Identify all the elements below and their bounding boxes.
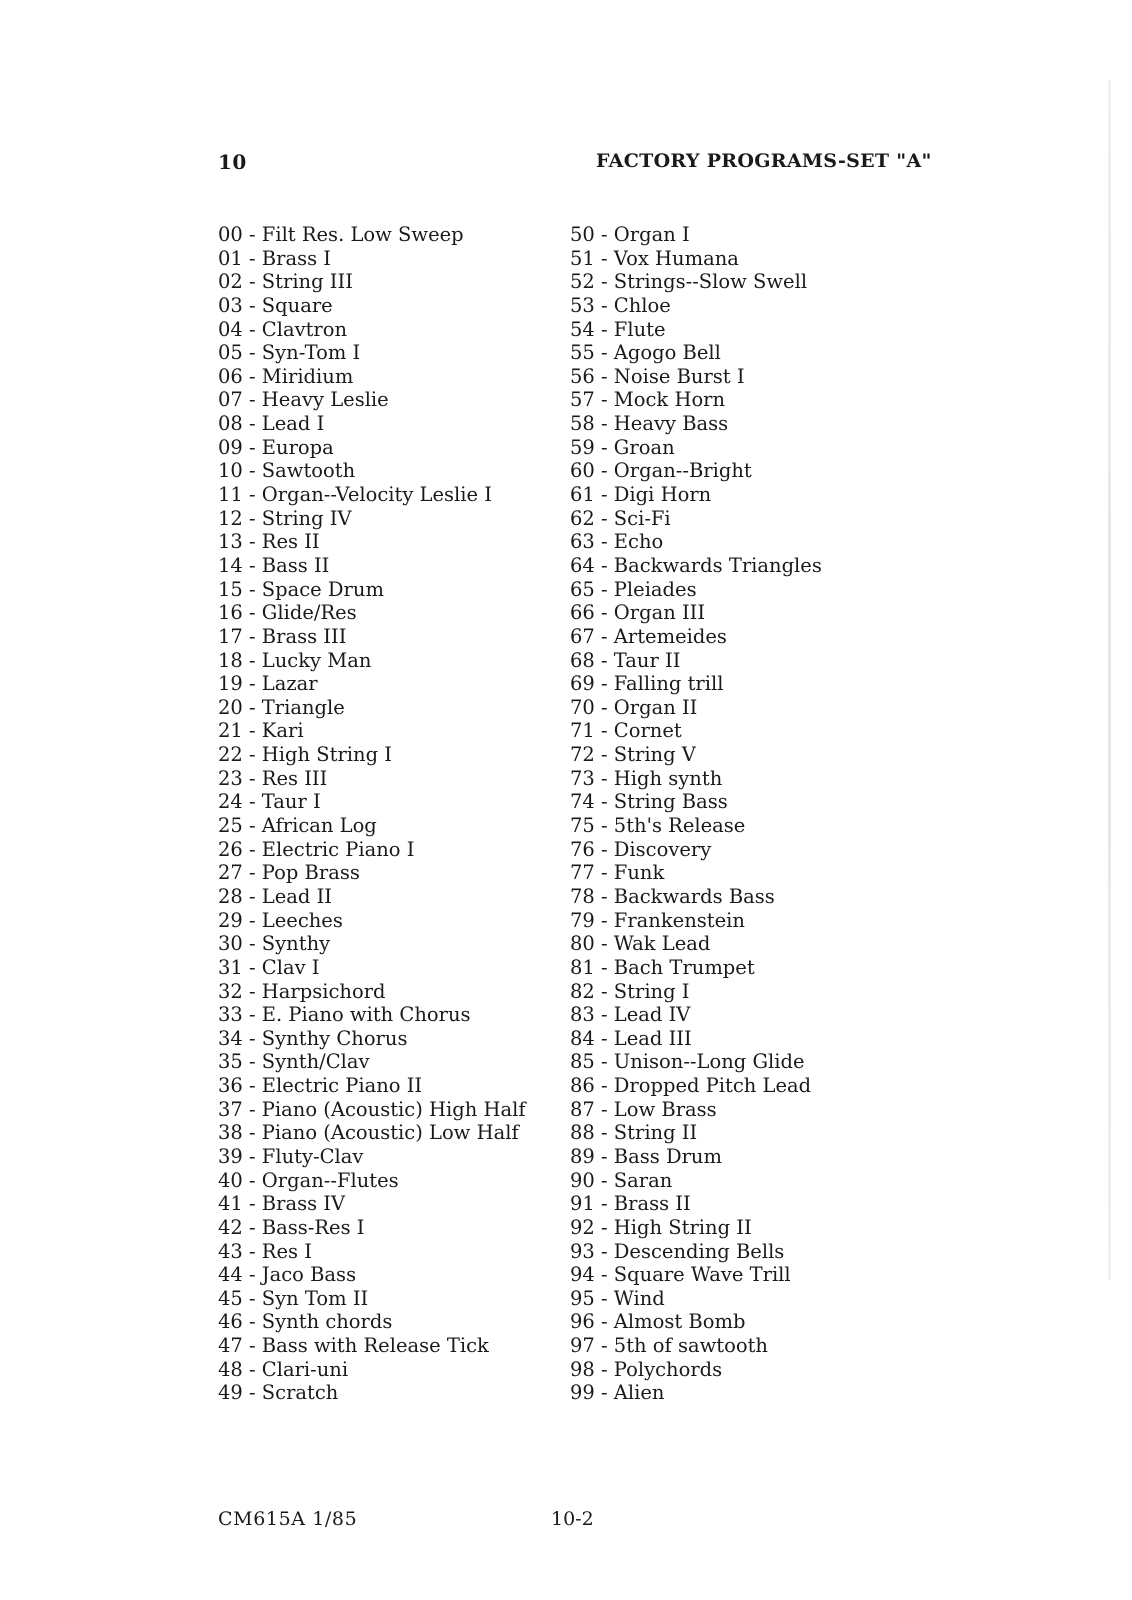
program-entry: 94 - Square Wave Trill bbox=[570, 1263, 791, 1287]
program-entry: 65 - Pleiades bbox=[570, 577, 697, 601]
program-entry: 43 - Res I bbox=[218, 1239, 312, 1263]
program-entry: 22 - High String I bbox=[218, 743, 392, 767]
program-entry: 66 - Organ III bbox=[570, 601, 706, 625]
program-entry: 63 - Echo bbox=[570, 530, 664, 554]
program-entry: 02 - String III bbox=[218, 270, 353, 294]
program-entry: 45 - Syn Tom II bbox=[218, 1286, 369, 1310]
program-entry: 74 - String Bass bbox=[570, 790, 728, 814]
program-entry: 32 - Harpsichord bbox=[218, 979, 386, 1003]
program-entry: 60 - Organ--Bright bbox=[570, 459, 752, 483]
program-entry: 26 - Electric Piano I bbox=[218, 837, 415, 861]
program-entry: 52 - Strings--Slow Swell bbox=[570, 270, 808, 294]
program-entry: 34 - Synthy Chorus bbox=[218, 1026, 408, 1050]
program-entry: 49 - Scratch bbox=[218, 1381, 339, 1405]
program-entry: 39 - Fluty-Clav bbox=[218, 1144, 364, 1168]
program-entry: 15 - Space Drum bbox=[218, 577, 384, 601]
program-entry: 93 - Descending Bells bbox=[570, 1239, 785, 1263]
program-entry: 54 - Flute bbox=[570, 317, 666, 341]
program-entry: 42 - Bass-Res I bbox=[218, 1215, 365, 1239]
program-entry: 16 - Glide/Res bbox=[218, 601, 357, 625]
program-entry: 55 - Agogo Bell bbox=[570, 341, 721, 365]
program-entry: 76 - Discovery bbox=[570, 837, 712, 861]
program-entry: 99 - Alien bbox=[570, 1381, 665, 1405]
program-entry: 75 - 5th's Release bbox=[570, 814, 746, 838]
program-entry: 09 - Europa bbox=[218, 435, 334, 459]
program-entry: 79 - Frankenstein bbox=[570, 908, 745, 932]
program-entry: 21 - Kari bbox=[218, 719, 304, 743]
program-entry: 78 - Backwards Bass bbox=[570, 884, 775, 908]
program-entry: 92 - High String II bbox=[570, 1215, 752, 1239]
program-entry: 06 - Miridium bbox=[218, 364, 354, 388]
program-entry: 10 - Sawtooth bbox=[218, 459, 356, 483]
program-entry: 88 - String II bbox=[570, 1121, 698, 1145]
program-entry: 05 - Syn-Tom I bbox=[218, 341, 361, 365]
program-entry: 29 - Leeches bbox=[218, 908, 343, 932]
program-entry: 58 - Heavy Bass bbox=[570, 412, 729, 436]
program-entry: 84 - Lead III bbox=[570, 1026, 692, 1050]
program-list-right bbox=[570, 223, 822, 1405]
program-entry: 95 - Wind bbox=[570, 1286, 665, 1310]
program-entry: 38 - Piano (Acoustic) Low Half bbox=[218, 1121, 519, 1145]
program-entry: 83 - Lead IV bbox=[570, 1003, 691, 1027]
program-entry: 50 - Organ I bbox=[570, 223, 690, 246]
program-entry: 44 - Jaco Bass bbox=[218, 1263, 357, 1287]
program-entry: 57 - Mock Horn bbox=[570, 388, 726, 412]
program-entry: 82 - String I bbox=[570, 979, 690, 1003]
program-list-left bbox=[218, 223, 526, 1405]
program-entry: 08 - Lead I bbox=[218, 412, 325, 436]
program-entry: 71 - Cornet bbox=[570, 719, 682, 743]
program-entry: 72 - String V bbox=[570, 743, 696, 767]
program-entry: 47 - Bass with Release Tick bbox=[218, 1334, 489, 1358]
program-entry: 30 - Synthy bbox=[218, 932, 331, 956]
program-entry: 59 - Groan bbox=[570, 435, 675, 459]
program-entry: 07 - Heavy Leslie bbox=[218, 388, 389, 412]
page-reference: 10-2 bbox=[551, 1508, 594, 1530]
program-entry: 77 - Funk bbox=[570, 861, 665, 885]
program-entry: 18 - Lucky Man bbox=[218, 648, 372, 672]
program-entry: 40 - Organ--Flutes bbox=[218, 1168, 399, 1192]
program-entry: 00 - Filt Res. Low Sweep bbox=[218, 223, 464, 246]
section-number: 10 bbox=[218, 150, 247, 174]
program-entry: 89 - Bass Drum bbox=[570, 1144, 722, 1168]
program-entry: 35 - Synth/Clav bbox=[218, 1050, 370, 1074]
program-entry: 36 - Electric Piano II bbox=[218, 1074, 423, 1098]
program-entry: 19 - Lazar bbox=[218, 672, 318, 696]
program-entry: 20 - Triangle bbox=[218, 695, 345, 719]
program-entry: 37 - Piano (Acoustic) High Half bbox=[218, 1097, 526, 1121]
document-code: CM615A 1/85 bbox=[218, 1508, 358, 1530]
program-entry: 23 - Res III bbox=[218, 766, 328, 790]
program-entry: 64 - Backwards Triangles bbox=[570, 553, 822, 577]
program-entry: 56 - Noise Burst I bbox=[570, 364, 745, 388]
program-entry: 70 - Organ II bbox=[570, 695, 698, 719]
program-entry: 11 - Organ--Velocity Leslie I bbox=[218, 483, 492, 507]
program-entry: 86 - Dropped Pitch Lead bbox=[570, 1074, 812, 1098]
program-entry: 53 - Chloe bbox=[570, 293, 671, 317]
page-title: FACTORY PROGRAMS-SET "A" bbox=[596, 150, 932, 172]
program-entry: 87 - Low Brass bbox=[570, 1097, 717, 1121]
program-entry: 25 - African Log bbox=[218, 814, 377, 838]
program-entry: 97 - 5th of sawtooth bbox=[570, 1334, 768, 1358]
program-entry: 27 - Pop Brass bbox=[218, 861, 360, 885]
program-entry: 31 - Clav I bbox=[218, 955, 320, 979]
program-entry: 61 - Digi Horn bbox=[570, 483, 712, 507]
program-entry: 85 - Unison--Long Glide bbox=[570, 1050, 805, 1074]
program-entry: 17 - Brass III bbox=[218, 624, 347, 648]
program-entry: 12 - String IV bbox=[218, 506, 352, 530]
program-entry: 33 - E. Piano with Chorus bbox=[218, 1003, 471, 1027]
program-entry: 03 - Square bbox=[218, 293, 333, 317]
program-entry: 96 - Almost Bomb bbox=[570, 1310, 746, 1334]
program-entry: 98 - Polychords bbox=[570, 1357, 723, 1381]
scan-edge-shadow bbox=[1108, 80, 1111, 1280]
program-entry: 69 - Falling trill bbox=[570, 672, 724, 696]
program-entry: 51 - Vox Humana bbox=[570, 246, 739, 270]
program-entry: 48 - Clari-uni bbox=[218, 1357, 349, 1381]
program-entry: 01 - Brass I bbox=[218, 246, 331, 270]
program-entry: 28 - Lead II bbox=[218, 884, 333, 908]
program-entry: 62 - Sci-Fi bbox=[570, 506, 671, 530]
program-entry: 46 - Synth chords bbox=[218, 1310, 393, 1334]
program-entry: 91 - Brass II bbox=[570, 1192, 691, 1216]
program-entry: 13 - Res II bbox=[218, 530, 320, 554]
program-entry: 81 - Bach Trumpet bbox=[570, 955, 755, 979]
program-entry: 24 - Taur I bbox=[218, 790, 321, 814]
program-entry: 04 - Clavtron bbox=[218, 317, 348, 341]
program-entry: 90 - Saran bbox=[570, 1168, 673, 1192]
program-entry: 67 - Artemeides bbox=[570, 624, 727, 648]
program-entry: 41 - Brass IV bbox=[218, 1192, 346, 1216]
program-entry: 14 - Bass II bbox=[218, 553, 330, 577]
program-entry: 68 - Taur II bbox=[570, 648, 681, 672]
program-entry: 73 - High synth bbox=[570, 766, 723, 790]
program-entry: 80 - Wak Lead bbox=[570, 932, 711, 956]
